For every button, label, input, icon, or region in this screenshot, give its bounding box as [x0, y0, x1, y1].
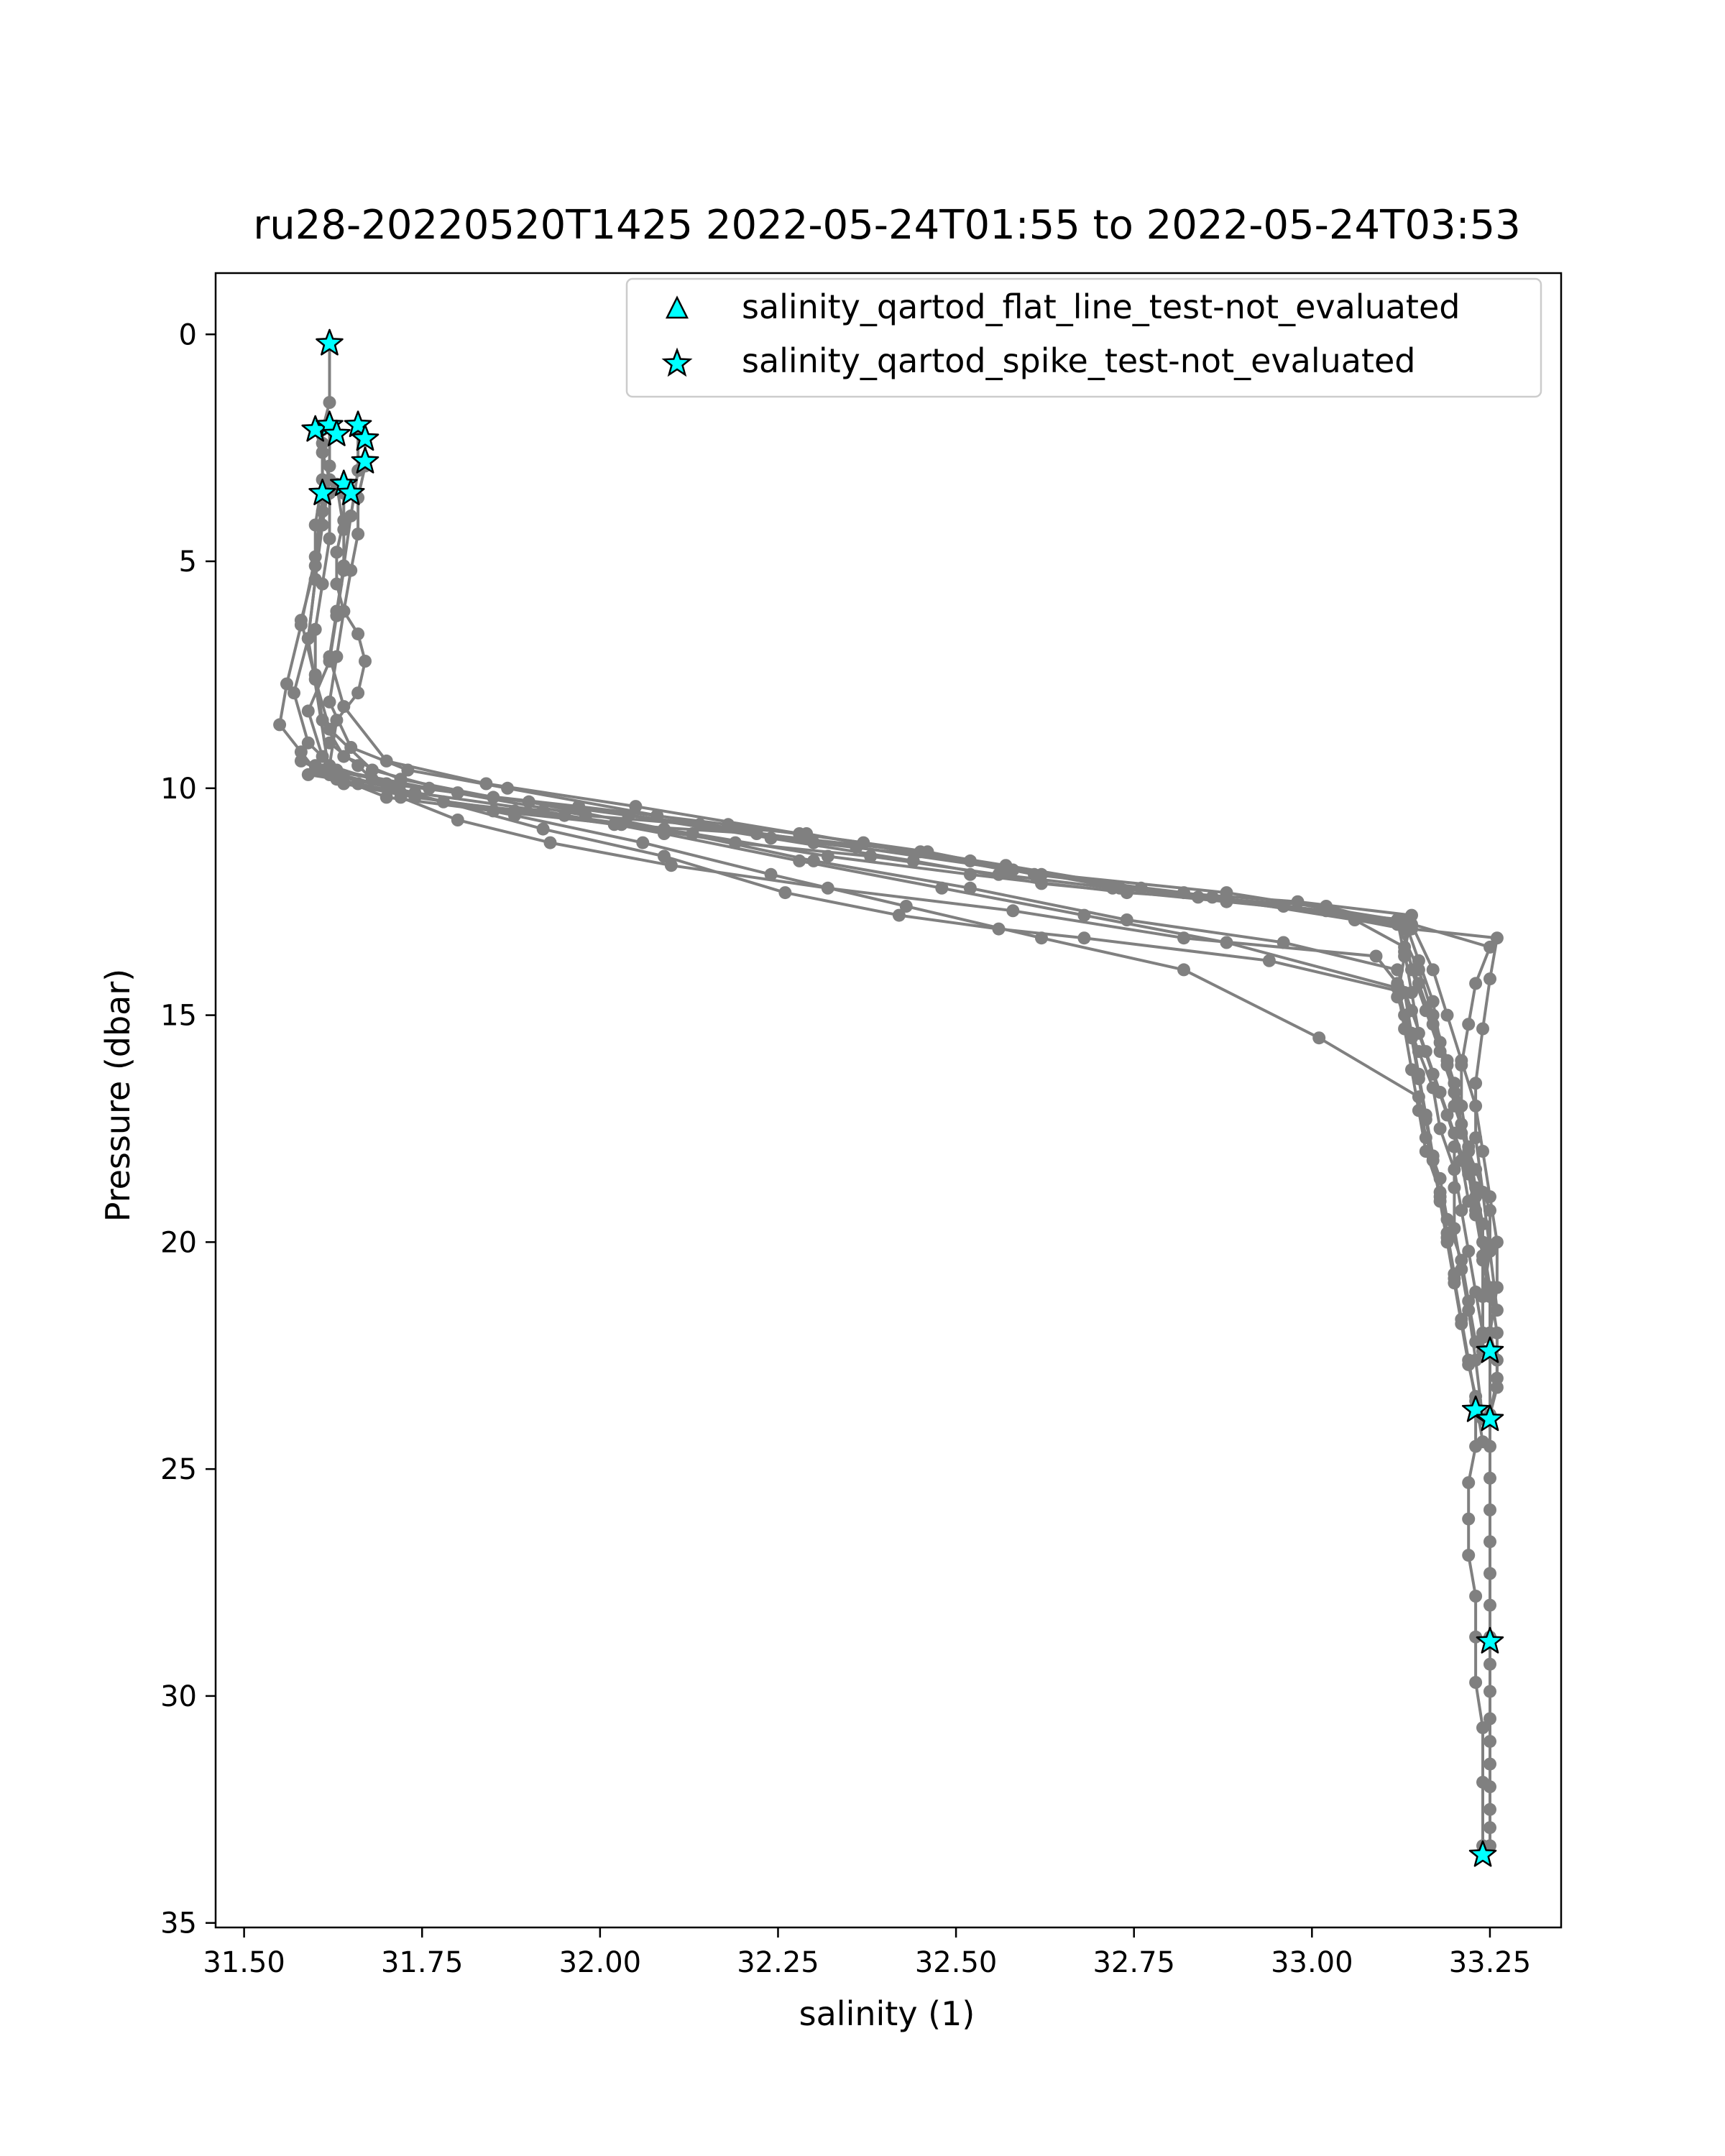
data-point	[1455, 1054, 1468, 1067]
profile-line-3	[301, 425, 1490, 1351]
data-point	[1462, 1549, 1475, 1562]
data-point	[778, 886, 791, 899]
data-point	[330, 773, 343, 786]
data-point	[1106, 882, 1119, 895]
data-point	[1441, 1213, 1454, 1226]
data-point	[309, 573, 322, 586]
data-point	[1469, 1590, 1482, 1603]
x-tick-label: 32.50	[914, 1946, 998, 1979]
data-point	[1448, 1127, 1460, 1140]
data-point	[295, 614, 308, 627]
data-point	[1434, 1172, 1447, 1185]
data-point	[1177, 963, 1190, 976]
data-point	[330, 545, 343, 558]
data-point	[765, 831, 778, 844]
data-point	[1448, 1268, 1460, 1281]
data-point	[1491, 1281, 1504, 1294]
data-point	[1455, 1313, 1468, 1326]
data-point	[658, 823, 671, 836]
data-point	[508, 809, 521, 822]
data-point	[993, 868, 1006, 881]
data-point	[323, 533, 336, 545]
data-point	[1277, 936, 1290, 949]
data-point	[1491, 1235, 1504, 1248]
x-axis-ticks	[203, 1927, 1531, 1979]
data-point	[1427, 995, 1440, 1008]
data-point	[1462, 1168, 1475, 1181]
data-point	[273, 718, 286, 731]
data-point	[1476, 1145, 1489, 1158]
data-point	[337, 605, 350, 618]
data-point	[330, 650, 343, 663]
x-tick-label: 33.00	[1271, 1946, 1353, 1979]
data-point	[323, 737, 336, 750]
data-point	[1391, 963, 1404, 976]
data-point	[1462, 1476, 1475, 1489]
data-point	[1469, 1209, 1482, 1222]
data-point	[1420, 1045, 1432, 1058]
data-point	[1491, 1372, 1504, 1385]
x-tick-label: 32.75	[1092, 1946, 1175, 1979]
data-point	[765, 868, 778, 881]
chart-title: ru28-20220520T1425 2022-05-24T01:55 to 2022-05-24T03:53	[253, 202, 1521, 249]
data-point	[1484, 1758, 1496, 1771]
data-point	[302, 704, 315, 717]
y-tick-label: 5	[178, 545, 197, 579]
data-point	[1484, 1190, 1496, 1203]
data-point	[1448, 1077, 1460, 1089]
data-point	[1434, 1036, 1447, 1049]
x-tick-label: 32.00	[558, 1946, 642, 1979]
profile-line-2	[294, 430, 1483, 1846]
data-point	[1491, 931, 1504, 944]
legend-item-spike-test: salinity_qartod_spike_test-not_evaluated	[742, 341, 1416, 380]
data-point	[1462, 1354, 1475, 1367]
data-point	[1434, 1086, 1447, 1099]
data-point	[900, 900, 913, 913]
data-point	[1312, 1031, 1325, 1044]
data-point	[351, 759, 364, 772]
y-tick-label: 35	[160, 1907, 197, 1940]
y-tick-label: 20	[160, 1226, 197, 1260]
data-point	[1370, 950, 1383, 963]
profile-line-9	[308, 443, 1468, 1202]
y-tick-label: 25	[160, 1453, 197, 1487]
profile-line-1	[280, 344, 1497, 1855]
data-point	[1398, 1023, 1411, 1036]
data-point	[344, 564, 357, 577]
data-point	[1476, 1023, 1489, 1036]
data-point	[1455, 1204, 1468, 1217]
data-point	[1398, 945, 1411, 958]
data-point	[288, 686, 300, 699]
data-point	[295, 755, 308, 768]
data-point	[1476, 1721, 1489, 1734]
data-point	[501, 782, 514, 795]
data-point	[1035, 931, 1048, 944]
data-point	[1476, 1249, 1489, 1262]
data-point	[1434, 1123, 1447, 1135]
data-point	[1484, 1735, 1496, 1748]
data-point	[302, 768, 315, 781]
data-point	[1484, 972, 1496, 985]
data-point	[309, 519, 322, 532]
data-point	[1006, 904, 1019, 917]
data-point	[864, 850, 877, 863]
data-point	[544, 837, 557, 849]
y-tick-label: 0	[178, 318, 197, 352]
data-point	[323, 459, 336, 472]
data-point	[1469, 1100, 1482, 1112]
series-layer	[273, 337, 1504, 1861]
data-point	[1441, 1009, 1454, 1022]
data-point	[1484, 1658, 1496, 1671]
data-point	[807, 854, 820, 867]
data-point	[1420, 1131, 1432, 1144]
data-point	[1484, 1803, 1496, 1816]
data-point	[1476, 1435, 1489, 1448]
data-point	[523, 796, 535, 808]
data-point	[1484, 1685, 1496, 1698]
y-tick-label: 10	[160, 772, 197, 806]
data-point	[1405, 1063, 1418, 1076]
data-point	[636, 837, 649, 849]
data-point	[1462, 1513, 1475, 1526]
data-point	[1292, 895, 1305, 908]
data-point	[1484, 1821, 1496, 1834]
data-point	[330, 714, 343, 727]
data-point	[1405, 1004, 1418, 1017]
data-point	[323, 696, 336, 709]
legend-item-flat-line-test: salinity_qartod_flat_line_test-not_evaluated	[742, 287, 1460, 326]
y-tick-label: 15	[160, 999, 197, 1033]
profile-line-7	[330, 493, 1497, 1641]
data-point	[323, 396, 336, 409]
data-point	[351, 627, 364, 640]
data-point	[1476, 1776, 1489, 1789]
data-point	[337, 514, 350, 527]
flagged-points-layer	[303, 330, 1503, 1866]
y-axis-ticks	[160, 318, 216, 1940]
data-point	[451, 814, 464, 826]
data-point	[359, 655, 372, 668]
data-point	[658, 850, 671, 863]
data-point	[694, 818, 707, 831]
data-point	[1462, 1018, 1475, 1031]
profile-line-5	[330, 425, 1491, 1419]
profile-line-8	[316, 493, 1483, 1351]
profile-line-6	[330, 439, 1497, 1311]
data-point	[1220, 936, 1233, 949]
profile-line-10	[330, 743, 1484, 1333]
data-point	[1462, 1295, 1475, 1308]
x-tick-label: 32.25	[737, 1946, 819, 1979]
data-point	[1121, 913, 1133, 926]
data-point	[1427, 963, 1440, 976]
profile-line-13	[316, 765, 1483, 1256]
plot-frame	[216, 273, 1561, 1927]
data-point	[351, 686, 364, 699]
data-point	[302, 737, 315, 750]
data-point	[1077, 931, 1090, 944]
data-point	[395, 786, 408, 799]
data-point	[1405, 909, 1418, 922]
y-tick-label: 30	[160, 1680, 197, 1713]
y-axis-label: Pressure (dbar)	[98, 968, 137, 1222]
data-point	[1412, 954, 1425, 967]
data-point	[330, 578, 343, 591]
data-point	[1412, 1090, 1425, 1103]
data-point	[1469, 1676, 1482, 1689]
data-point	[302, 632, 315, 645]
data-point	[537, 823, 550, 836]
data-point	[1469, 977, 1482, 990]
data-point	[1448, 1163, 1460, 1176]
data-point	[964, 882, 977, 895]
legend	[627, 279, 1541, 397]
x-axis-label: salinity (1)	[799, 1994, 975, 2033]
x-tick-label: 31.50	[203, 1946, 285, 1979]
profile-line-11	[323, 770, 1483, 1442]
x-tick-label: 31.75	[380, 1946, 464, 1979]
data-point	[351, 528, 364, 540]
x-tick-label: 33.25	[1448, 1946, 1532, 1979]
data-point	[1455, 1254, 1468, 1267]
